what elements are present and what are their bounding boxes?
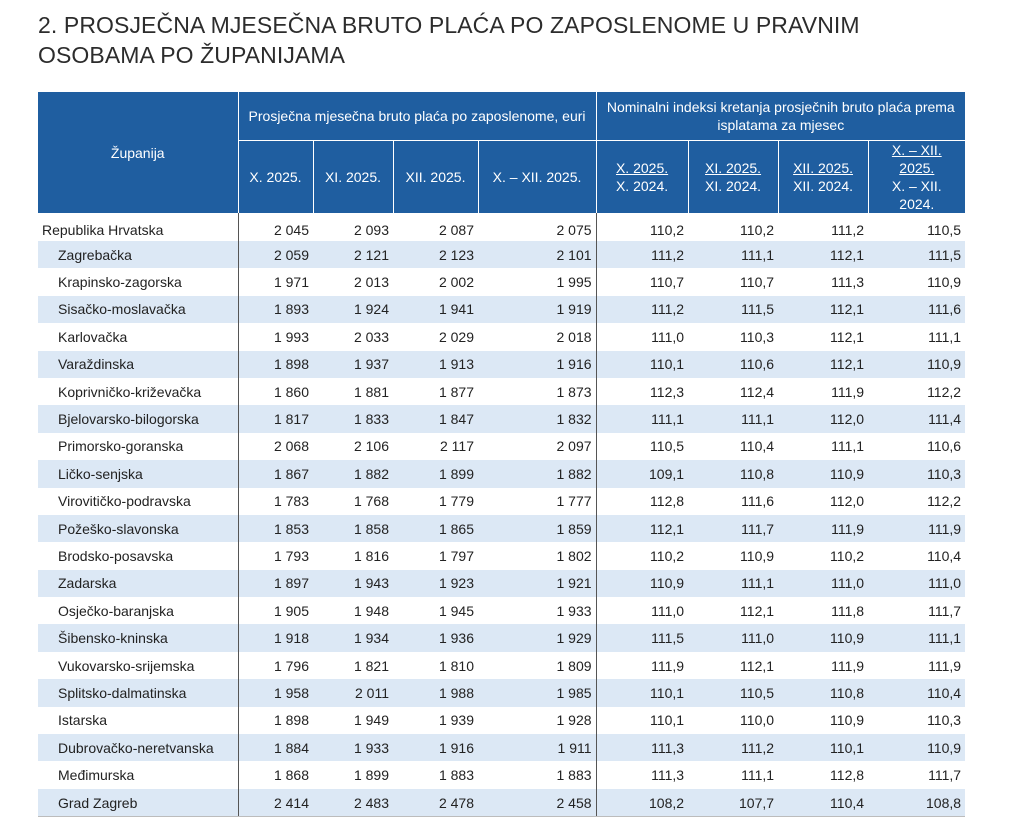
index-value-cell: 110,2	[830, 547, 865, 564]
index-value-cell: 110,1	[650, 712, 685, 729]
index-value-cell: 112,8	[650, 493, 685, 510]
index-value-cell: 110,8	[778, 679, 868, 706]
salary-value-cell: 1 945	[438, 602, 474, 619]
salary-value-cell: 2 101	[478, 241, 596, 268]
index-value-cell: 112,1	[830, 328, 865, 345]
index-value-cell: 111,4	[868, 405, 965, 432]
salary-value-cell: 2 093	[353, 222, 389, 238]
index-value-cell: 111,1	[928, 328, 962, 345]
index-value-cell: 111,6	[868, 296, 965, 323]
salary-value-cell: 1 988	[393, 679, 478, 706]
salary-value-cell: 1 877	[438, 383, 474, 400]
salary-value-cell: 1 797	[438, 547, 474, 564]
salary-value-cell: 1 859	[478, 515, 596, 542]
county-name-cell: Karlovačka	[38, 323, 238, 350]
index-value-cell: 112,4	[740, 383, 775, 400]
index-value-cell: 110,1	[778, 734, 868, 761]
index-value-cell: 111,1	[741, 767, 775, 784]
salary-value-cell: 2 018	[478, 323, 596, 350]
salary-value-cell: 1 833	[313, 405, 393, 432]
salary-table	[38, 92, 965, 817]
salary-value-cell: 1 921	[478, 570, 596, 597]
table-row	[38, 268, 965, 295]
table-row	[38, 761, 965, 788]
index-value-cell: 110,5	[688, 679, 778, 706]
salary-value-cell: 1 911	[478, 734, 596, 761]
salary-value-cell: 1 898	[273, 712, 309, 729]
salary-value-cell: 1 868	[273, 767, 309, 784]
salary-value-cell: 1 777	[478, 488, 596, 515]
table-row	[38, 624, 965, 651]
index-value-cell: 110,9	[778, 624, 868, 651]
table-row	[38, 542, 965, 569]
index-value-cell: 110,9	[740, 547, 775, 564]
salary-value-cell: 2 011	[313, 679, 393, 706]
index-value-cell: 112,1	[740, 657, 775, 674]
index-column-header	[688, 141, 778, 214]
salary-value-cell: 1 905	[273, 602, 309, 619]
index-value-cell: 110,7	[650, 274, 685, 291]
index-value-cell: 110,9	[778, 460, 868, 487]
index-header-previous: X. 2024.	[615, 178, 669, 194]
index-value-cell: 110,8	[688, 460, 778, 487]
index-value-cell: 111,9	[778, 515, 868, 542]
salary-value-cell: 2 478	[393, 789, 478, 817]
index-value-cell: 112,1	[778, 296, 868, 323]
table-row	[38, 296, 965, 323]
index-value-cell: 112,2	[927, 493, 962, 510]
index-value-cell: 110,7	[740, 274, 775, 291]
county-name-cell: Dubrovačko-neretvanska	[38, 734, 238, 761]
index-value-cell: 111,6	[741, 493, 775, 510]
salary-value-cell: 1 937	[313, 351, 393, 378]
salary-value-cell: 1 882	[478, 460, 596, 487]
salary-value-cell: 1 948	[353, 602, 389, 619]
salary-value-cell: 1 865	[393, 515, 478, 542]
page-title: 2. PROSJEČNA MJESEČNA BRUTO PLAĆA PO ZAPOSLENOME U PRAVNIM OSOBAMA PO ŽUPANIJAMA	[38, 12, 860, 68]
index-value-cell: 110,0	[740, 712, 775, 729]
index-value-cell: 110,2	[740, 222, 775, 238]
table-row	[38, 789, 965, 817]
index-value-cell: 109,1	[596, 460, 688, 487]
table-row	[38, 433, 965, 460]
index-value-cell: 111,7	[688, 515, 778, 542]
county-column-header: Županija	[38, 92, 238, 213]
index-value-cell: 110,2	[650, 547, 685, 564]
table-row	[38, 570, 965, 597]
index-value-cell: 110,2	[650, 222, 685, 238]
county-name-cell: Zagrebačka	[38, 241, 238, 268]
salary-value-cell: 1 817	[238, 405, 313, 432]
county-name-cell: Koprivničko-križevačka	[38, 378, 238, 405]
index-value-cell: 111,2	[596, 296, 688, 323]
county-name-cell: Sisačko-moslavačka	[38, 296, 238, 323]
table-row	[38, 734, 965, 761]
salary-value-cell: 1 949	[353, 712, 389, 729]
index-value-cell: 111,2	[831, 222, 865, 238]
salary-value-cell: 2 458	[478, 789, 596, 817]
county-name-cell: Republika Hrvatska	[38, 213, 238, 241]
index-value-cell: 110,4	[868, 679, 965, 706]
salary-group-header: Prosječna mjesečna bruto plaća po zaposlenome, euri	[238, 92, 596, 141]
salary-value-cell: 1 867	[238, 460, 313, 487]
salary-value-cell: 1 802	[478, 542, 596, 569]
salary-value-cell: 1 958	[238, 679, 313, 706]
salary-value-cell: 1 793	[273, 547, 309, 564]
index-value-cell: 107,7	[688, 789, 778, 817]
table-row	[38, 679, 965, 706]
salary-value-cell: 2 414	[238, 789, 313, 817]
index-value-cell: 110,9	[868, 351, 965, 378]
index-header-current: XI. 2025.	[705, 160, 762, 176]
index-value-cell: 110,4	[778, 789, 868, 817]
county-name-cell: Osječko-baranjska	[38, 597, 238, 624]
index-value-cell: 112,1	[778, 241, 868, 268]
salary-value-cell: 2 097	[478, 433, 596, 460]
salary-value-cell: 1 809	[478, 652, 596, 679]
table-row	[38, 460, 965, 487]
index-value-cell: 111,9	[928, 657, 962, 674]
salary-value-cell: 1 883	[478, 761, 596, 788]
county-name-cell: Splitsko-dalmatinska	[38, 679, 238, 706]
salary-value-cell: 1 924	[313, 296, 393, 323]
salary-value-cell: 2 106	[353, 438, 389, 455]
salary-value-cell: 1 779	[438, 493, 474, 510]
index-value-cell: 111,0	[651, 602, 685, 619]
index-group-header: Nominalni indeksi kretanja prosječnih bruto plaća prema isplatama za mjesec	[596, 92, 965, 141]
index-value-cell: 112,1	[740, 602, 775, 619]
index-value-cell: 111,1	[868, 624, 965, 651]
salary-value-cell: 1 899	[393, 460, 478, 487]
salary-value-cell: 2 059	[238, 241, 313, 268]
index-header-current: X. – XII. 2025.	[891, 142, 942, 176]
county-name-cell: Brodsko-posavska	[38, 542, 238, 569]
index-value-cell: 111,1	[688, 405, 778, 432]
salary-value-cell: 2 013	[353, 274, 389, 291]
salary-value-cell: 1 933	[478, 597, 596, 624]
index-value-cell: 110,3	[927, 712, 962, 729]
county-name-cell: Grad Zagreb	[38, 789, 238, 817]
salary-value-cell: 1 929	[478, 624, 596, 651]
table-row	[38, 597, 965, 624]
index-value-cell: 111,2	[596, 241, 688, 268]
county-name-cell: Šibensko-kninska	[38, 624, 238, 651]
salary-value-cell: 1 898	[238, 351, 313, 378]
index-header-previous: XII. 2024.	[793, 178, 854, 194]
salary-column-header: X. – XII. 2025.	[478, 141, 596, 214]
county-name-cell: Varaždinska	[38, 351, 238, 378]
index-value-cell: 111,7	[928, 767, 962, 784]
index-value-cell: 112,1	[778, 351, 868, 378]
index-value-cell: 111,8	[831, 602, 865, 619]
table-row	[38, 323, 965, 350]
index-value-cell: 112,0	[778, 405, 868, 432]
index-value-cell: 111,9	[831, 383, 865, 400]
county-name-cell: Primorsko-goranska	[38, 433, 238, 460]
county-name-cell: Istarska	[38, 707, 238, 734]
salary-value-cell: 2 117	[440, 438, 474, 455]
index-value-cell: 110,5	[650, 438, 685, 455]
table-row	[38, 488, 965, 515]
salary-value-cell: 1 832	[478, 405, 596, 432]
index-value-cell: 108,8	[868, 789, 965, 817]
table-row	[38, 652, 965, 679]
salary-value-cell: 1 918	[238, 624, 313, 651]
salary-value-cell: 1 810	[438, 657, 474, 674]
index-value-cell: 112,8	[830, 767, 865, 784]
index-value-cell: 111,1	[596, 405, 688, 432]
index-value-cell: 110,4	[740, 438, 775, 455]
table-row	[38, 241, 965, 268]
salary-value-cell: 1 934	[313, 624, 393, 651]
index-header-current: XII. 2025.	[793, 160, 854, 176]
index-value-cell: 111,9	[651, 657, 685, 674]
index-value-cell: 111,5	[596, 624, 688, 651]
salary-value-cell: 1 783	[273, 493, 309, 510]
index-column-header	[868, 141, 965, 214]
index-value-cell: 110,9	[868, 734, 965, 761]
county-name-cell: Zadarska	[38, 570, 238, 597]
salary-value-cell: 1 928	[478, 707, 596, 734]
index-value-cell: 108,2	[596, 789, 688, 817]
salary-value-cell: 1 860	[273, 383, 309, 400]
county-name-cell: Virovitičko-podravska	[38, 488, 238, 515]
index-value-cell: 110,9	[596, 570, 688, 597]
salary-value-cell: 2 075	[478, 213, 596, 241]
salary-value-cell: 2 002	[438, 274, 474, 291]
county-name-cell: Krapinsko-zagorska	[38, 268, 238, 295]
index-value-cell: 112,1	[596, 515, 688, 542]
index-value-cell: 111,5	[868, 241, 965, 268]
salary-value-cell: 1 897	[238, 570, 313, 597]
index-value-cell: 111,0	[778, 570, 868, 597]
index-value-cell: 110,6	[688, 351, 778, 378]
salary-value-cell: 1 881	[353, 383, 389, 400]
index-value-cell: 112,2	[927, 383, 962, 400]
salary-value-cell: 1 796	[273, 657, 309, 674]
salary-value-cell: 2 483	[313, 789, 393, 817]
salary-value-cell: 1 858	[313, 515, 393, 542]
salary-value-cell: 2 029	[438, 328, 474, 345]
salary-value-cell: 1 853	[238, 515, 313, 542]
index-column-header	[778, 141, 868, 214]
index-value-cell: 111,5	[688, 296, 778, 323]
index-value-cell: 111,3	[651, 767, 685, 784]
salary-value-cell: 1 941	[393, 296, 478, 323]
index-header-previous: XI. 2024.	[705, 178, 762, 194]
table-body	[38, 213, 965, 817]
salary-value-cell: 2 123	[393, 241, 478, 268]
index-value-cell: 111,2	[688, 734, 778, 761]
salary-value-cell: 1 893	[238, 296, 313, 323]
table-row	[38, 515, 965, 542]
salary-column-header: XI. 2025.	[313, 141, 393, 214]
index-value-cell: 111,1	[688, 241, 778, 268]
salary-value-cell: 2 033	[353, 328, 389, 345]
index-value-cell: 110,9	[927, 274, 962, 291]
salary-value-cell: 1 919	[478, 296, 596, 323]
salary-value-cell: 1 971	[273, 274, 309, 291]
salary-value-cell: 1 916	[393, 734, 478, 761]
salary-value-cell: 1 936	[393, 624, 478, 651]
index-value-cell: 110,6	[927, 438, 962, 455]
table-row	[38, 213, 965, 241]
salary-value-cell: 1 821	[353, 657, 389, 674]
salary-value-cell: 2 068	[273, 438, 309, 455]
table-row	[38, 707, 965, 734]
salary-value-cell: 1 993	[273, 328, 309, 345]
salary-value-cell: 1 933	[313, 734, 393, 761]
salary-value-cell: 2 045	[273, 222, 309, 238]
table-row	[38, 351, 965, 378]
salary-value-cell: 1 913	[393, 351, 478, 378]
index-value-cell: 112,0	[830, 493, 865, 510]
index-value-cell: 110,1	[596, 679, 688, 706]
salary-value-cell: 2 121	[313, 241, 393, 268]
index-value-cell: 111,1	[831, 438, 865, 455]
county-name-cell: Vukovarsko-srijemska	[38, 652, 238, 679]
index-value-cell: 110,9	[830, 712, 865, 729]
salary-value-cell: 1 899	[353, 767, 389, 784]
salary-value-cell: 1 943	[313, 570, 393, 597]
table-row	[38, 378, 965, 405]
index-value-cell: 111,3	[596, 734, 688, 761]
index-value-cell: 111,3	[831, 274, 865, 291]
county-name-cell: Bjelovarsko-bilogorska	[38, 405, 238, 432]
salary-value-cell: 1 916	[478, 351, 596, 378]
index-value-cell: 110,3	[740, 328, 775, 345]
table-row	[38, 405, 965, 432]
salary-value-cell: 1 884	[238, 734, 313, 761]
index-header-previous: X. – XII. 2024.	[891, 178, 942, 212]
salary-value-cell: 1 816	[353, 547, 389, 564]
table-header	[38, 92, 965, 213]
index-column-header	[596, 141, 688, 214]
county-name-cell: Ličko-senjska	[38, 460, 238, 487]
salary-column-header: XII. 2025.	[393, 141, 478, 214]
salary-value-cell: 1 985	[478, 679, 596, 706]
index-value-cell: 111,9	[831, 657, 865, 674]
index-header-current: X. 2025.	[615, 160, 669, 176]
salary-value-cell: 1 873	[478, 378, 596, 405]
salary-value-cell: 2 087	[438, 222, 474, 238]
salary-value-cell: 1 883	[438, 767, 474, 784]
index-value-cell: 111,7	[928, 602, 962, 619]
salary-value-cell: 1 847	[393, 405, 478, 432]
index-value-cell: 111,0	[868, 570, 965, 597]
index-value-cell: 111,0	[651, 328, 685, 345]
index-value-cell: 111,0	[688, 624, 778, 651]
salary-column-header: X. 2025.	[238, 141, 313, 214]
salary-value-cell: 1 768	[353, 493, 389, 510]
index-value-cell: 110,1	[596, 351, 688, 378]
index-value-cell: 110,5	[927, 222, 962, 238]
index-value-cell: 112,3	[650, 383, 685, 400]
index-value-cell: 111,9	[868, 515, 965, 542]
salary-value-cell: 1 995	[478, 268, 596, 295]
salary-value-cell: 1 939	[438, 712, 474, 729]
county-name-cell: Požeško-slavonska	[38, 515, 238, 542]
salary-value-cell: 1 882	[313, 460, 393, 487]
index-value-cell: 110,4	[927, 547, 962, 564]
index-value-cell: 110,3	[868, 460, 965, 487]
index-value-cell: 111,1	[688, 570, 778, 597]
salary-value-cell: 1 923	[393, 570, 478, 597]
county-name-cell: Međimurska	[38, 761, 238, 788]
